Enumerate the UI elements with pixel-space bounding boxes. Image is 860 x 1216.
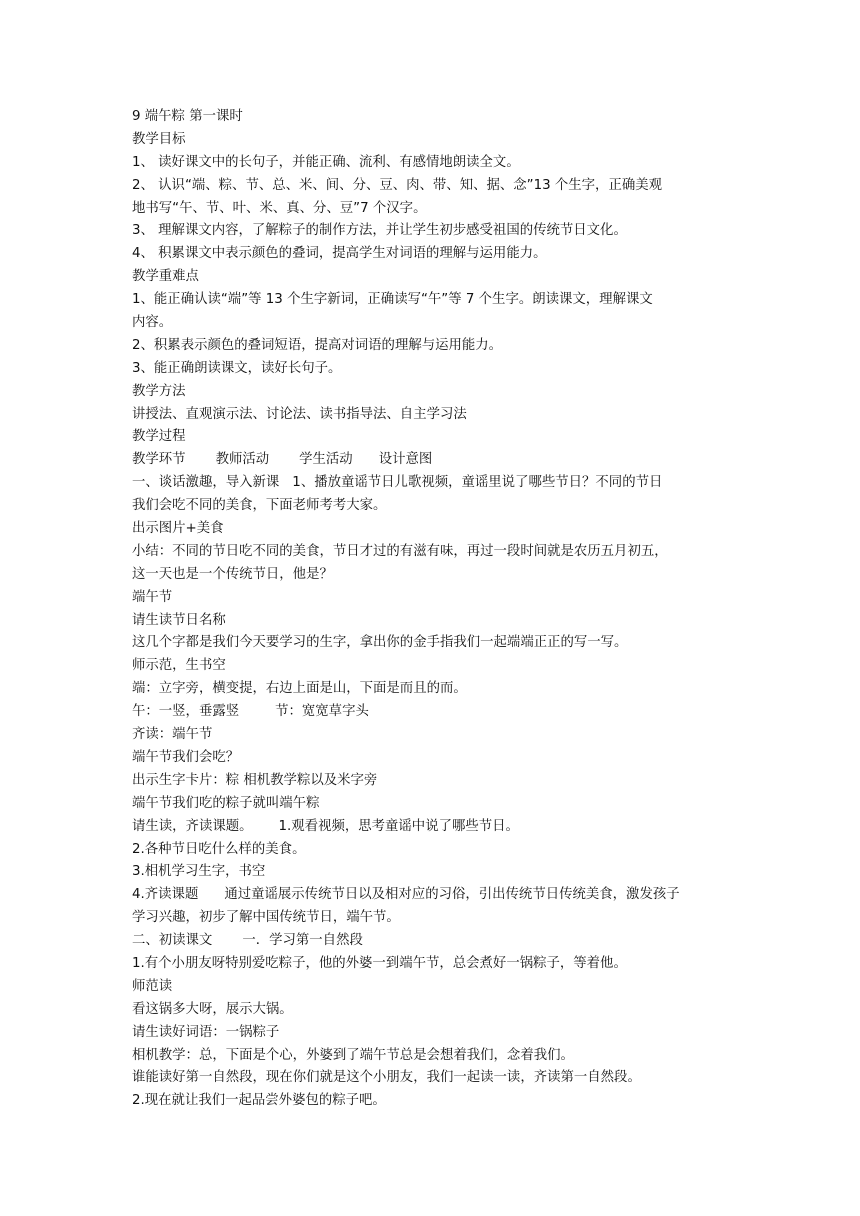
process-table-header [132, 449, 732, 472]
section1-line: 端午节我们吃的粽子就叫端午粽 [132, 795, 320, 811]
heading-teaching-process: 教学过程 [132, 429, 186, 445]
key-point-1: 1、能正确认读“端”等 13 个生字新词，正确读写“午”等 7 个生字。朗读课文，理解课文 [132, 292, 653, 308]
design-intent-1-cont: 学习兴趣，初步了解中国传统节日，端午节。 [132, 910, 400, 926]
key-point-3: 3、能正确朗读课文，读好长句子。 [132, 360, 342, 376]
goal-3: 3、 理解课文内容，了解粽子的制作方法，并让学生初步感受祖国的传统节日文化。 [132, 223, 627, 239]
teaching-methods: 讲授法、直观演示法、讨论法、读书指导法、自主学习法 [132, 406, 467, 422]
section1-line: 端：立字旁，横变提，右边上面是山，下面是而且的而。 [132, 681, 467, 697]
section1-line: 齐读：端午节 [132, 727, 213, 743]
section1-line: 这几个字都是我们今天要学习的生字，拿出你的金手指我们一起端端正正的写一写。 [132, 635, 628, 651]
section2-line: 看这锅多大呀，展示大锅。 [132, 1001, 293, 1017]
header-student-activity: 学生活动 [299, 452, 353, 468]
design-intent-1: 通过童谣展示传统节日以及相对应的习俗，引出传统节日传统美食，激发孩子 [224, 887, 680, 903]
section2-line: 相机教学：总，下面是个心，外婆到了端午节总是会想着我们，念着我们。 [132, 1047, 574, 1063]
wu-note: 午：一竖，垂露竖 [132, 704, 240, 720]
key-point-2: 2、积累表示颜色的叠词短语，提高对词语的理解与运用能力。 [132, 337, 503, 353]
teacher-read-prompt: 请生读，齐读课题。 [132, 818, 253, 834]
student-activity-4: 4.齐读课题 [132, 887, 199, 903]
student-activity-1: 1.观看视频，思考童谣中说了哪些节日。 [278, 818, 519, 834]
header-design-intent: 设计意图 [378, 452, 433, 468]
student-activity-3: 3.相机学习生字，书空 [132, 864, 266, 880]
header-teacher-activity: 教师活动 [215, 452, 270, 468]
header-stage: 教学环节 [132, 452, 186, 468]
student-activity-2: 2.各种节日吃什么样的美食。 [132, 841, 306, 857]
section1-line: 端午节我们会吃？ [132, 749, 240, 765]
section1-intent-line [132, 884, 732, 907]
section2-line: 师范读 [132, 978, 173, 994]
section1-line: 出示生字卡片：粽 相机教学粽以及米字旁 [132, 772, 378, 788]
section2-subheading: 一．学习第一自然段 [242, 933, 363, 949]
goal-2-cont: 地书写“午、节、叶、米、真、分、豆”7 个汉字。 [132, 200, 427, 216]
goal-4: 4、 积累课文中表示颜色的叠词，提高学生对词语的理解与运用能力。 [132, 246, 547, 262]
goal-2: 2、 认识“端、粽、节、总、米、间、分、豆、肉、带、知、据、念”13 个生字，正确美观 [132, 177, 663, 193]
section2-line: 请生读好词语：一锅粽子 [132, 1024, 280, 1040]
key-point-1-cont: 内容。 [132, 315, 173, 331]
section1-first-line [132, 472, 732, 495]
section1-student-line [132, 816, 732, 839]
section2-first-line [132, 930, 732, 953]
section1-line: 小结：不同的节日吃不同的美食，节日才过的有滋有味，再过一段时间就是农历五月初五， [132, 543, 668, 559]
section2-line: 1.有个小朋友呀特别爱吃粽子，他的外婆一到端午节，总会煮好一锅粽子，等着他。 [132, 955, 627, 971]
jie-note: 节：宽宽草字头 [275, 704, 369, 720]
lesson-plan-body [132, 106, 732, 1113]
goal-1: 1、 读好课文中的长句子，并能正确、流利、有感情地朗读全文。 [132, 154, 520, 170]
section1-wu-line [132, 701, 732, 724]
section1-line: 师示范，生书空 [132, 658, 226, 674]
section1-heading: 一、谈话激趣，导入新课 [132, 475, 280, 491]
section1-line: 这一天也是一个传统节日，他是？ [132, 566, 333, 582]
section1-line: 出示图片+美食 [132, 521, 224, 537]
section2-heading: 二、初读课文 [132, 933, 213, 949]
section2-line: 2.现在就让我们一起品尝外婆包的粽子吧。 [132, 1093, 386, 1109]
section1-line: 端午节 [132, 589, 173, 605]
section1-line: 请生读节日名称 [132, 612, 226, 628]
heading-teaching-methods: 教学方法 [132, 383, 186, 399]
heading-key-points: 教学重难点 [132, 269, 199, 285]
document-title: 9 端午粽 第一课时 [132, 109, 243, 124]
section1-line: 我们会吃不同的美食，下面老师考考大家。 [132, 498, 387, 514]
section2-line: 谁能读好第一自然段，现在你们就是这个小朋友，我们一起读一读，齐读第一自然段。 [132, 1070, 641, 1086]
section1-teacher-activity: 1、播放童谣节日儿歌视频，童谣里说了哪些节日？不同的节日 [292, 475, 663, 491]
heading-teaching-goals: 教学目标 [132, 131, 186, 147]
